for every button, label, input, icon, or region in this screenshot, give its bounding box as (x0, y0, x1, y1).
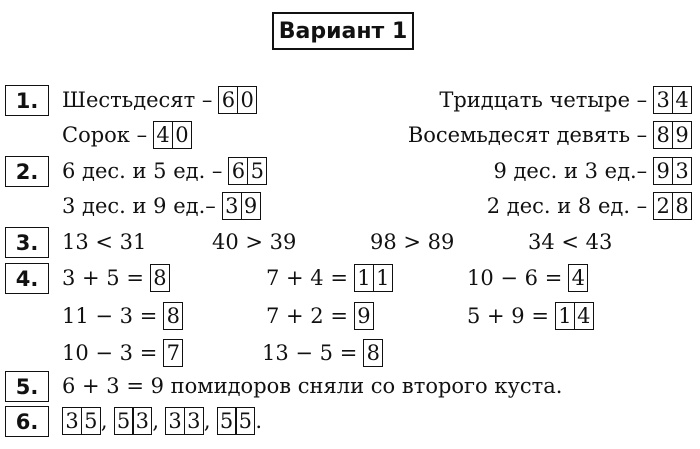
item-label: Восемьдесят девять – (407, 123, 648, 147)
task4-eq (467, 262, 588, 294)
worksheet-title: Вариант 1 (272, 12, 414, 50)
item-label: 9 дес. и 3 ед.– (493, 159, 648, 183)
answer-boxes (163, 302, 183, 330)
digit-cell: 3 (62, 407, 82, 435)
task2-item-93 (493, 155, 692, 187)
equation-text: 11 − 3 = (62, 304, 158, 328)
task5-answer: 6 + 3 = 9 помидоров сняли со второго куста. (62, 374, 563, 398)
task4-eq (62, 337, 183, 369)
item-label: 2 дес. и 8 ед. – (486, 194, 648, 218)
item-label: Шестьдесят – (62, 88, 213, 112)
digit-cell: 8 (672, 192, 692, 220)
equation-text: 10 − 6 = (467, 266, 563, 290)
task-number-1: 1. (5, 85, 49, 116)
task1-item-34 (439, 84, 692, 116)
digit-cell: 8 (363, 339, 383, 367)
task-number-5: 5. (5, 371, 49, 402)
task4-eq (467, 300, 594, 332)
digit-cell: 0 (237, 86, 257, 114)
answer-boxes (363, 339, 383, 367)
task4-eq (266, 262, 393, 294)
digit-cell: 8 (150, 264, 170, 292)
digit-cell: 3 (184, 407, 204, 435)
answer-boxes (653, 121, 692, 149)
task1-item-89 (408, 119, 692, 151)
equation-text: 10 − 3 = (62, 341, 158, 365)
task2-item-28 (487, 190, 692, 222)
digit-cell: 8 (163, 302, 183, 330)
digit-cell: 3 (672, 157, 692, 185)
answer-boxes (653, 86, 692, 114)
digit-cell: 3 (132, 407, 152, 435)
item-label: Тридцать четыре – (439, 88, 648, 112)
digit-cell: 0 (172, 121, 192, 149)
digit-cell: 6 (228, 157, 248, 185)
answer-boxes (354, 264, 393, 292)
digit-cell: 3 (653, 86, 673, 114)
digit-cell: 3 (165, 407, 185, 435)
digit-cell: 1 (354, 264, 374, 292)
task4-eq (62, 300, 183, 332)
comparison: 34 < 43 (528, 230, 613, 254)
comparison: 40 > 39 (212, 230, 297, 254)
digit-cell: 4 (574, 302, 594, 330)
item-label: 3 дес. и 9 ед.– (62, 194, 216, 218)
digit-cell: 7 (163, 339, 183, 367)
answer-boxes (218, 86, 257, 114)
digit-cell: 5 (235, 407, 255, 435)
separator: , (152, 409, 159, 433)
task1-item-60 (62, 84, 257, 116)
digit-cell: 4 (672, 86, 692, 114)
answer-boxes (568, 264, 588, 292)
comparison: 13 < 31 (62, 230, 147, 254)
task-number-4: 4. (5, 263, 49, 294)
answer-boxes (354, 302, 374, 330)
equation-text: 7 + 4 = (266, 266, 348, 290)
task-number-3: 3. (5, 227, 49, 258)
separator: , (203, 409, 211, 433)
task4-eq (262, 337, 383, 369)
digit-cell: 4 (568, 264, 588, 292)
digit-cell: 4 (153, 121, 173, 149)
answer-boxes (150, 264, 170, 292)
digit-cell: 2 (653, 192, 673, 220)
equation-text: 7 + 2 = (266, 304, 348, 328)
digit-cell: 9 (653, 157, 673, 185)
digit-cell: 5 (114, 407, 134, 435)
task6-numbers (62, 405, 268, 437)
answer-boxes (165, 407, 204, 435)
item-label: 6 дес. и 5 ед. – (62, 159, 223, 183)
answer-boxes (555, 302, 594, 330)
digit-cell: 5 (247, 157, 267, 185)
digit-cell: 9 (241, 192, 261, 220)
digit-cell: 3 (222, 192, 242, 220)
task2-item-39 (62, 190, 261, 222)
answer-boxes (217, 407, 256, 435)
equation-text: 13 − 5 = (262, 341, 358, 365)
task-number-6: 6. (5, 406, 49, 437)
equation-text: 5 + 9 = (467, 304, 549, 328)
digit-cell: 5 (81, 407, 101, 435)
item-label: Сорок – (62, 123, 148, 147)
digit-cell: 8 (653, 121, 673, 149)
answer-boxes (228, 157, 267, 185)
equation-text: 3 + 5 = (62, 266, 144, 290)
digit-cell: 5 (217, 407, 237, 435)
answer-boxes (153, 121, 192, 149)
task1-item-40 (62, 119, 192, 151)
separator: , (100, 409, 108, 433)
answer-boxes (653, 157, 692, 185)
task-number-2: 2. (5, 156, 49, 187)
answer-boxes (163, 339, 183, 367)
comparison: 98 > 89 (370, 230, 455, 254)
separator: . (255, 409, 262, 433)
task4-eq (266, 300, 374, 332)
answer-boxes (222, 192, 261, 220)
digit-cell: 1 (373, 264, 393, 292)
digit-cell: 1 (555, 302, 575, 330)
answer-boxes (62, 407, 101, 435)
digit-cell: 6 (218, 86, 238, 114)
task2-item-65 (62, 155, 267, 187)
task4-eq (62, 262, 170, 294)
digit-cell: 9 (354, 302, 374, 330)
answer-boxes (114, 407, 153, 435)
answer-boxes (653, 192, 692, 220)
digit-cell: 9 (672, 121, 692, 149)
